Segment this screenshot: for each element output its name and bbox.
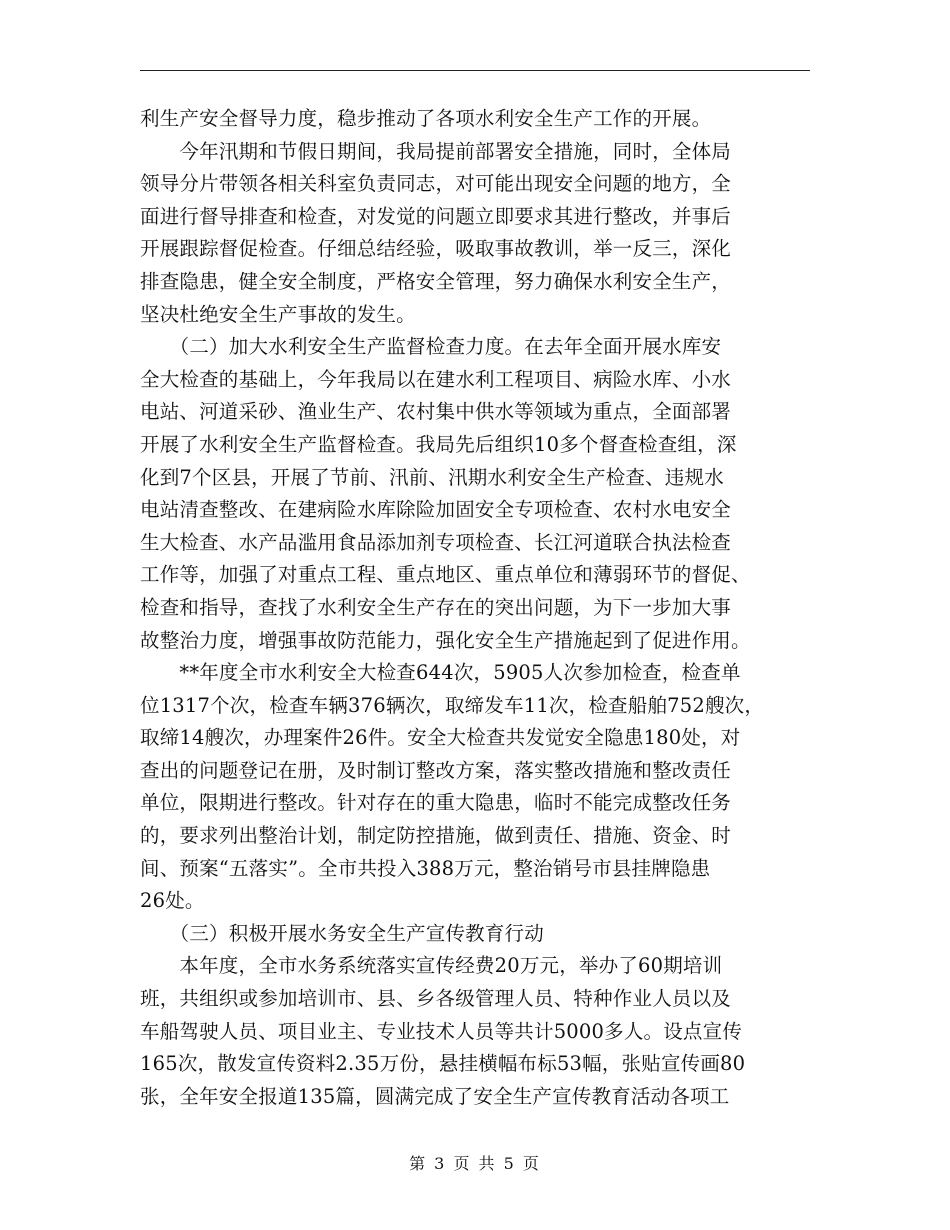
body-text: [140, 103, 830, 1113]
text-line: 领导分片带领各相关科室负责同志，对可能出现安全问题的地方，全: [140, 172, 732, 196]
text-line: 面进行督导排查和检查，对发觉的问题立即要求其进行整改，并事后: [140, 204, 732, 228]
text-line: 排查隐患，健全安全制度，严格安全管理，努力确保水利安全生产，: [140, 269, 732, 293]
text-line: 班，共组织或参加培训市、县、乡各级管理人员、特种作业人员以及: [140, 987, 732, 1011]
header-rule: [140, 70, 810, 71]
text-line: 位1317个次，检查车辆376辆次，取缔发车11次，检查船舶752艘次，: [140, 693, 765, 717]
text-line: 今年汛期和节假日期间，我局提前部署安全措施，同时，全体局: [140, 139, 732, 163]
text-line: 坚决杜绝安全生产事故的发生。: [140, 302, 416, 326]
text-line: 26处。: [140, 889, 205, 913]
text-line: 检查和指导，查找了水利安全生产存在的突出问题，为下一步加大事: [140, 595, 732, 619]
text-line: （二）加大水利安全生产监督检查力度。在去年全面开展水库安: [140, 335, 722, 359]
text-line: 故整治力度，增强事故防范能力，强化安全生产措施起到了促进作用。: [140, 628, 751, 652]
text-line: 电站清查整改、在建病险水库除险加固安全专项检查、农村水电安全: [140, 498, 732, 522]
text-line: 开展跟踪督促检查。仔细总结经验，吸取事故教训，举一反三，深化: [140, 237, 732, 261]
text-line: 本年度，全市水务系统落实宣传经费20万元，举办了60期培训: [140, 954, 723, 978]
text-line: 工作等，加强了对重点工程、重点地区、重点单位和薄弱环节的督促、: [140, 563, 751, 587]
text-line: （三）积极开展水务安全生产宣传教育行动: [140, 921, 544, 945]
text-line: 张，全年安全报道135篇，圆满完成了安全生产宣传教育活动各项工: [140, 1084, 730, 1108]
text-line: 单位，限期进行整改。针对存在的重大隐患，临时不能完成整改任务: [140, 791, 732, 815]
text-line: 车船驾驶人员、项目业主、专业技术人员等共计5000多人。设点宣传: [140, 1019, 743, 1043]
text-line: 利生产安全督导力度，稳步推动了各项水利安全生产工作的开展。: [140, 107, 712, 130]
text-line: 生大检查、水产品滥用食品添加剂专项检查、长江河道联合执法检查: [140, 530, 732, 554]
text-line: 开展了水利安全生产监督检查。我局先后组织10多个督查检查组，深: [140, 432, 737, 456]
text-line: 的，要求列出整治计划，制定防控措施，做到责任、措施、资金、时: [140, 824, 732, 848]
text-line: **年度全市水利安全大检查644次，5905人次参加检查，检查单: [140, 661, 741, 685]
text-line: 查出的问题登记在册，及时制订整改方案，落实整改措施和整改责任: [140, 758, 732, 782]
text-line: 间、预案“五落实”。全市共投入388万元，整治销号市县挂牌隐患: [140, 856, 711, 880]
text-line: 165次，散发宣传资料2.35万份，悬挂横幅布标53幅，张贴宣传画80: [140, 1052, 746, 1076]
text-line: 化到7个区县，开展了节前、汛前、汛期水利安全生产检查、违规水: [140, 465, 724, 489]
text-line: 电站、河道采砂、渔业生产、农村集中供水等领域为重点，全面部署: [140, 400, 732, 424]
text-line: 全大检查的基础上，今年我局以在建水利工程项目、病险水库、小水: [140, 367, 732, 391]
text-line: 取缔14艘次，办理案件26件。安全大检查共发觉安全隐患180处，对: [140, 726, 741, 750]
page-number-footer: 第 3 页 共 5 页: [409, 1154, 541, 1173]
